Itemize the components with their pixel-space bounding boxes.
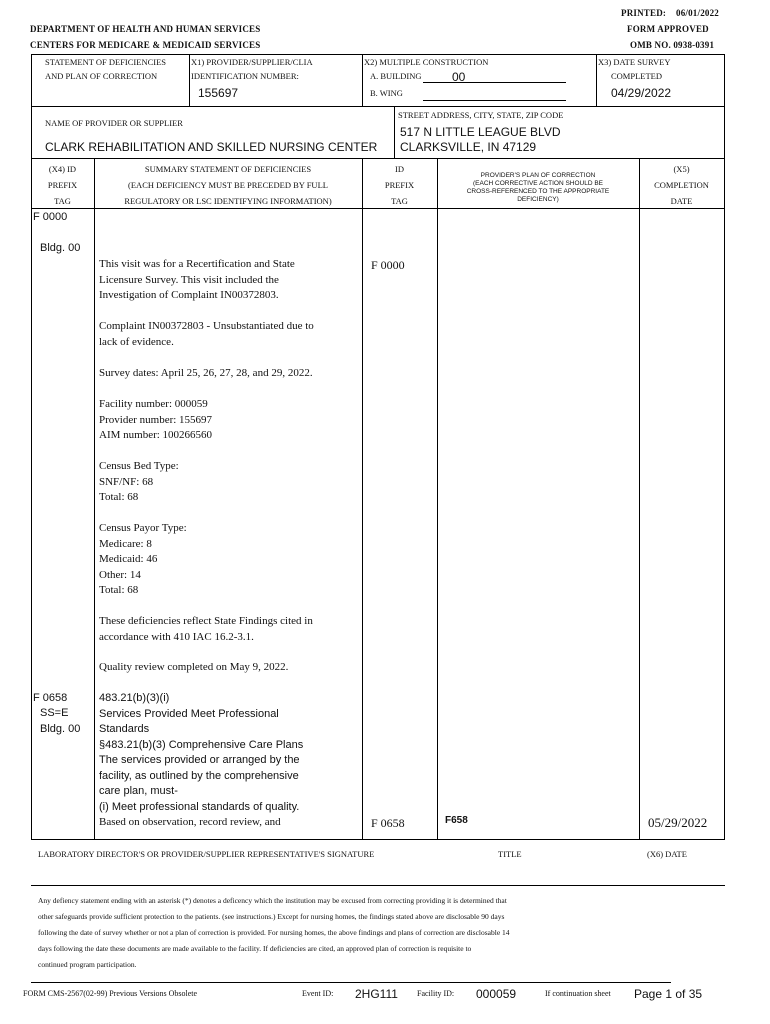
plan-header-4: DEFICIENCY): [517, 196, 559, 203]
address-line-2: CLARKSVILLE, IN 47129: [400, 140, 537, 154]
printed-date: 06/01/2022: [676, 8, 720, 18]
id-header-2: PREFIX: [384, 180, 415, 190]
x4-header-1: (X4) ID: [48, 164, 77, 174]
x3-label-1: X3) DATE SURVEY: [598, 57, 671, 67]
x1-label-1: X1) PROVIDER/SUPPLIER/CLIA: [191, 57, 313, 67]
completion-date: 05/29/2022: [648, 815, 708, 830]
f0658-finding-text: Based on observation, record review, and: [99, 816, 281, 828]
wing-label: B. WING: [370, 88, 403, 98]
form-number: FORM CMS-2567(02-99) Previous Versions Obsolete: [23, 989, 198, 998]
id-header-1: ID: [395, 164, 404, 174]
provider-id-value: 155697: [198, 86, 239, 100]
omb-number: OMB NO. 0938-0391: [630, 40, 715, 50]
f0658-severity: SS=E: [40, 707, 69, 719]
f0658-regulation-text: 483.21(b)(3)(i) Services Provided Meet Professional Standards §483.21(b)(3) Comprehensive Care Plans The services provided or arranged by the facility, as outlined by the comprehensive care plan, must- (i) Meet professional standards of quality.: [99, 692, 304, 813]
summary-header-2: (EACH DEFICIENCY MUST BE PRECEDED BY FULL: [128, 180, 328, 190]
page-number: Page 1 of 35: [634, 987, 703, 1001]
x4-header-3: TAG: [54, 196, 71, 206]
cms-title: CENTERS FOR MEDICARE & MEDICAID SERVICES: [30, 40, 261, 50]
event-id-value: 2HG111: [355, 987, 398, 1001]
x6-date-label: (X6) DATE: [647, 849, 687, 859]
provider-name-label: NAME OF PROVIDER OR SUPPLIER: [45, 118, 183, 128]
id-header-3: TAG: [391, 196, 408, 206]
director-signature-label: LABORATORY DIRECTOR'S OR PROVIDER/SUPPLIER REPRESENTATIVE'S SIGNATURE: [38, 849, 375, 859]
x5-header-1: (X5): [673, 164, 690, 174]
x2-label: X2) MULTIPLE CONSTRUCTION: [364, 57, 489, 67]
summary-paragraph-complaint: Complaint IN00372803 - Unsubstantiated due to lack of evidence.: [99, 320, 314, 348]
f0000-right-tag: F 0000: [371, 258, 405, 272]
address-line-1: 517 N LITTLE LEAGUE BLVD: [400, 125, 561, 139]
continuation-label: If continuation sheet: [545, 989, 611, 998]
f0000-bldg: Bldg. 00: [40, 242, 81, 254]
event-id-label: Event ID:: [302, 989, 334, 998]
facility-id-value: 000059: [476, 987, 517, 1001]
f0000-tag: F 0000: [33, 211, 68, 223]
summary-paragraph-census-bed: Census Bed Type: SNF/NF: 68 Total: 68: [99, 460, 179, 503]
survey-date-value: 04/29/2022: [611, 86, 672, 100]
department-title: DEPARTMENT OF HEALTH AND HUMAN SERVICES: [30, 24, 261, 34]
summary-paragraph-census-payor: Census Payor Type: Medicare: 8 Medicaid: 46 Other: 14 Total: 68: [99, 522, 187, 596]
f0658-tag: F 0658: [33, 692, 68, 704]
x1-label-2: IDENTIFICATION NUMBER:: [191, 71, 299, 81]
building-value: 00: [452, 70, 466, 84]
summary-header-3: REGULATORY OR LSC IDENTIFYING INFORMATION): [124, 196, 332, 206]
summary-paragraph-numbers: Facility number: 000059 Provider number: 155697 AIM number: 100266560: [99, 398, 213, 441]
summary-paragraph-quality: Quality review completed on May 9, 2022.: [99, 661, 289, 673]
x5-header-3: DATE: [670, 196, 693, 206]
facility-id-label: Facility ID:: [417, 989, 455, 998]
printed-label: PRINTED:: [621, 8, 667, 18]
provider-name: CLARK REHABILITATION AND SKILLED NURSING CENTER: [45, 140, 378, 154]
f0658-right-tag: F 0658: [371, 816, 405, 830]
title-label: TITLE: [498, 849, 522, 859]
summary-paragraph-findings: These deficiencies reflect State Findings cited in accordance with 410 IAC 16.2-3.1.: [99, 615, 313, 643]
summary-paragraph-dates: Survey dates: April 25, 26, 27, 28, and 29, 2022.: [99, 367, 313, 379]
address-label: STREET ADDRESS, CITY, STATE, ZIP CODE: [398, 110, 564, 120]
statement-label-2: AND PLAN OF CORRECTION: [45, 71, 158, 81]
plan-header-2: (EACH CORRECTIVE ACTION SHOULD BE: [472, 180, 604, 187]
building-label: A. BUILDING: [370, 71, 422, 81]
summary-header-1: SUMMARY STATEMENT OF DEFICIENCIES: [144, 164, 312, 174]
x4-header-2: PREFIX: [47, 180, 78, 190]
x5-header-2: COMPLETION: [654, 180, 709, 190]
plan-header-3: CROSS-REFERENCED TO THE APPROPRIATE: [466, 188, 610, 195]
plan-of-correction-tag: F658: [445, 815, 468, 826]
f0658-bldg: Bldg. 00: [40, 723, 81, 735]
plan-header-1: PROVIDER'S PLAN OF CORRECTION: [480, 172, 596, 179]
statement-label-1: STATEMENT OF DEFICIENCIES: [45, 57, 167, 67]
disclaimer-text: Any defiency statement ending with an asterisk (*) denotes a deficency which the institution may be excused from correcting providing it is determined that other safeguards provide sufficient protection to the patients. (see instructions.) Except for nursing homes, the findings stated above are disclosable 90 days following the date of survey whether or not a plan of correction is provided. For nursing homes, the above findings and plans of correction are disclosable 14 days following the date these documents are made available to the facility. If deficiencies are cited, an approved plan of correction is requisite to continued program participation.: [38, 896, 510, 969]
x3-label-2: COMPLETED: [611, 71, 662, 81]
summary-paragraph-visit: This visit was for a Recertification and State Licensure Survey. This visit included the Investigation of Complaint IN00372803.: [99, 258, 295, 301]
form-approved: FORM APPROVED: [627, 24, 709, 34]
